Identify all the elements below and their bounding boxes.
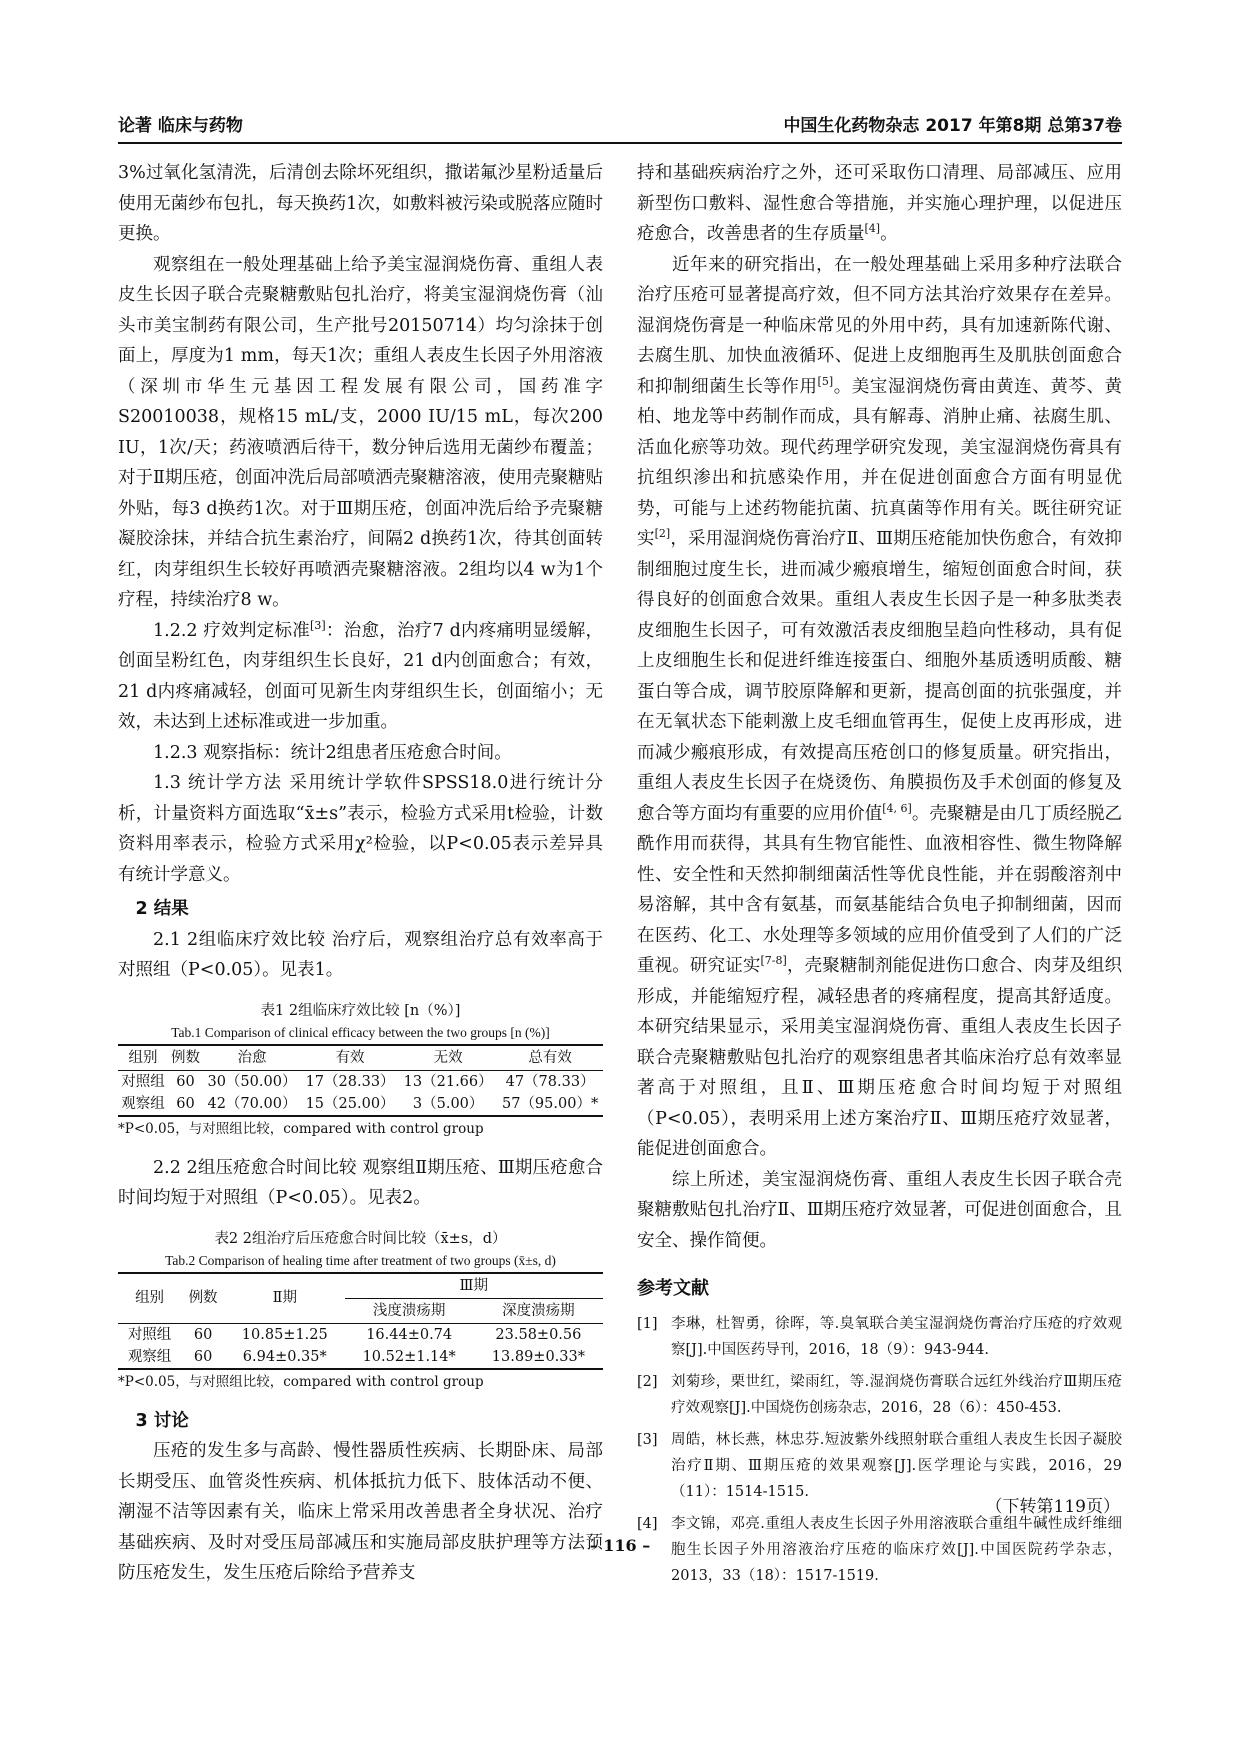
citation: [3]: [310, 618, 326, 632]
table-caption-en: Tab.2 Comparison of healing time after treatment of two groups (x̄±s, d): [165, 1252, 556, 1268]
reference-item: [4] 李文锦，邓亮.重组人表皮生长因子外用溶液联合重组牛碱性成纤维细胞生长因子外用溶液治疗压疮的临床疗效[J].中国医院药学杂志，2013，33（18）：1517-1519.: [637, 1515, 1122, 1584]
table-header: 例数: [168, 1045, 203, 1071]
table-header: 总有效: [497, 1045, 603, 1071]
paragraph: 1.2.3 观察指标：统计2组患者压疮愈合时间。: [153, 742, 512, 763]
citation: [7-8]: [760, 954, 787, 968]
paragraph: 3%过氧化氢清洗，后清创去除坏死组织，撒诺氟沙星粉适量后使用无菌纱布包扎，每天换药1次，如敷料被污染或脱落应随时更换。: [118, 163, 603, 244]
table-row: 观察组 60 6.94±0.35* 10.52±1.14* 13.89±0.33*: [127, 1348, 585, 1365]
citation: [5]: [817, 374, 834, 388]
table-2: [118, 1228, 603, 1392]
paragraph: 持和基础疾病治疗之外，还可采取伤口清理、局部减压、应用新型伤口敷料、湿性愈合等措施，并实施心理护理，以促进压疮愈合，改善患者的生存质量[4]。: [637, 163, 1122, 244]
citation: [4]: [864, 222, 881, 236]
table-header: 浅度溃疡期: [345, 1298, 474, 1323]
table-header: 例数: [181, 1273, 225, 1324]
citation: [4, 6]: [882, 801, 912, 815]
right-column: [637, 158, 1122, 1595]
table-header: 深度溃疡期: [474, 1298, 603, 1323]
table-header: Ⅱ期: [225, 1273, 345, 1324]
table-caption: 表2 2组治疗后压疮愈合时间比较（x̄±s，d）: [214, 1230, 507, 1247]
citation: [2]: [654, 527, 671, 541]
table-header: 组别: [118, 1045, 168, 1071]
table-note: *P<0.05，与对照组比较，compared with control group: [118, 1373, 484, 1390]
table-header: Ⅲ期: [345, 1273, 603, 1299]
efficacy-table: [118, 1044, 603, 1117]
table-row: 对照组 60 10.85±1.25 16.44±0.74 23.58±0.56: [127, 1326, 582, 1343]
healing-time-table: [118, 1272, 603, 1370]
left-column: [118, 158, 603, 1589]
table-row: 观察组 60 42（70.00） 15（25.00） 3（5.00） 57（95.00）*: [121, 1095, 599, 1112]
paragraph: 2.2 2组压疮愈合时间比较 观察组Ⅱ期压疮、Ⅲ期压疮愈合时间均短于对照组（P<0.05）。见表2。: [118, 1157, 603, 1208]
reference-item: [1] 李琳，杜智勇，徐晖，等.臭氧联合美宝湿润烧伤膏治疗压疮的疗效观察[J].中国医药导刊，2016，18（9）：943-944.: [637, 1315, 1122, 1358]
references-heading: 参考文献: [637, 1278, 709, 1299]
table-1: [118, 1000, 603, 1139]
table-header: 有效: [301, 1045, 399, 1071]
paragraph: 综上所述，美宝湿润烧伤膏、重组人表皮生长因子联合壳聚糖敷贴包扎治疗Ⅱ、Ⅲ期压疮疗效显著，可促进创面愈合，且安全、操作简便。: [637, 1169, 1122, 1251]
section-heading: 2 结果: [135, 899, 189, 919]
section-heading: 3 讨论: [135, 1410, 189, 1431]
header-journal: 中国生化药物杂志 2017 年第8期 总第37卷: [783, 116, 1122, 136]
running-header: [118, 110, 1122, 144]
table-caption: 表1 2组临床疗效比较 [n（%）]: [260, 1002, 461, 1019]
continued-note: （下转第119页）: [985, 1497, 1120, 1517]
paragraph: 压疮的发生多与高龄、慢性器质性疾病、长期卧床、局部长期受压、血管炎性疾病、机体抵抗力低下、肢体活动不便、潮湿不洁等因素有关，临床上常采用改善患者全身状况、治疗基础疾病、及时对受压局部减压和实施局部皮肤护理等方法预防压疮发生，发生压疮后除给予营养支: [118, 1441, 603, 1583]
table-header: 治愈: [203, 1045, 301, 1071]
reference-item: [3] 周皓，林长燕，林忠芬.短波紫外线照射联合重组人表皮生长因子凝胶治疗Ⅱ期、Ⅲ期压疮的效果观察[J].医学理论与实践，2016，29（11）：1514-1515.: [637, 1431, 1122, 1500]
page-number: – 116 –: [589, 1536, 651, 1555]
paragraph: 1.3 统计学方法 采用统计学软件SPSS18.0进行统计分析，计量资料方面选取“x̄±s”表示，检验方式采用t检验，计数资料用率表示，检验方式采用χ²检验，以P<0.05表示差异具有统计学意义。: [118, 773, 603, 885]
header-section: 论著 临床与药物: [118, 116, 243, 136]
paragraph: 观察组在一般处理基础上给予美宝湿润烧伤膏、重组人表皮生长因子联合壳聚糖敷贴包扎治疗，将美宝湿润烧伤膏（汕头市美宝制药有限公司，生产批号20150714）均匀涂抹于创面上，厚度为1 mm，每天1次；重组人表皮生长因子外用溶液（深圳市华生元基因工程发展有限公司，国药准字S20010038，规格15 mL/支，2000 IU/15 mL，每次200 IU，1次/天；药液喷洒后待干，数分钟后选用无菌纱布覆盖；对于Ⅱ期压疮，创面冲洗后局部喷洒壳聚糖溶液，使用壳聚糖贴外贴，每3 d换药1次。对于Ⅲ期压疮，创面冲洗后给予壳聚糖凝胶涂抹，并结合抗生素治疗，间隔2 d换药1次，待其创面转红，肉芽组织生长较好再喷洒壳聚糖溶液。2组均以4 w为1个疗程，持续治疗8 w。: [118, 254, 603, 610]
table-header: 无效: [399, 1045, 497, 1071]
paragraph: 1.2.2 疗效判定标准[3]：治愈，治疗7 d内疼痛明显缓解，创面呈粉红色，肉芽组织生长良好，21 d内创面愈合；有效，21 d内疼痛减轻，创面可见新生肉芽组织生长，创面缩小；无效，未达到上述标准或进一步加重。: [118, 618, 603, 732]
table-row: 对照组 60 30（50.00） 17（28.33） 13（21.66） 47（78.33）: [121, 1073, 595, 1090]
table-note: *P<0.05，与对照组比较，compared with control group: [118, 1120, 484, 1137]
table-caption-en: Tab.1 Comparison of clinical efficacy between the two groups [n (%)]: [171, 1024, 550, 1040]
reference-item: [2] 刘菊珍，栗世红，梁雨红，等.湿润烧伤膏联合远红外线治疗Ⅲ期压疮疗效观察[J].中国烧伤创疡杂志，2016，28（6）：450-453.: [637, 1373, 1122, 1416]
table-header: 组别: [118, 1273, 181, 1324]
paragraph: 2.1 2组临床疗效比较 治疗后，观察组治疗总有效率高于对照组（P<0.05）。见表1。: [118, 929, 603, 980]
paragraph: 近年来的研究指出，在一般处理基础上采用多种疗法联合治疗压疮可显著提高疗效，但不同方法其治疗效果存在差异。湿润烧伤膏是一种临床常见的外用中药，具有加速新陈代谢、去腐生肌、加快血液循环、促进上皮细胞再生及肌肤创面愈合和抑制细菌生长等作用[5]。美宝湿润烧伤膏由黄连、黄芩、黄柏、地龙等中药制作而成，具有解毒、消肿止痛、祛腐生肌、活血化瘀等功效。现代药理学研究发现，美宝湿润烧伤膏具有抗组织渗出和抗感染作用，并在促进创面愈合方面有明显优势，可能与上述药物能抗菌、抗真菌等作用有关。既往研究证实[2]，采用湿润烧伤膏治疗Ⅱ、Ⅲ期压疮能加快伤愈合，有效抑制细胞过度生长，进而减少瘢痕增生，缩短创面愈合时间，获得良好的创面愈合效果。重组人表皮生长因子是一种多肽类表皮细胞生长因子，可有效激活表皮细胞呈趋向性移动，具有促上皮细胞生长和促进纤维连接蛋白、细胞外基质透明质酸、糖蛋白等合成，调节胶原降解和更新，提高创面的抗张强度，并在无氧状态下能刺激上皮毛细血管再生，促使上皮再形成，进而减少瘢痕形成，有效提高压疮创口的修复质量。研究指出，重组人表皮生长因子在烧烫伤、角膜损伤及手术创面的修复及愈合等方面均有重要的应用价值[4, 6]。壳聚糖是由几丁质经脱乙酰作用而获得，其具有生物官能性、血液相容性、微生物降解性、安全性和天然抑制细菌活性等优良性能，并在弱酸溶剂中易溶解，其中含有氨基，而氨基能结合负电子抑制细菌，因而在医药、化工、水处理等多领域的应用价值受到了人们的广泛重视。研究证实[7-8]，壳聚糖制剂能促进伤口愈合、肉芽及组织形成，并能缩短疗程，减轻患者的疼痛程度，提高其舒适度。本研究结果显示，采用美宝湿润烧伤膏、重组人表皮生长因子联合壳聚糖敷贴包扎治疗的观察组患者其临床治疗总有效率显著高于对照组，且Ⅱ、Ⅲ期压疮愈合时间均短于对照组（P<0.05），表明采用上述方案治疗Ⅱ、Ⅲ期压疮疗效显著，能促进创面愈合。: [637, 254, 1123, 1159]
